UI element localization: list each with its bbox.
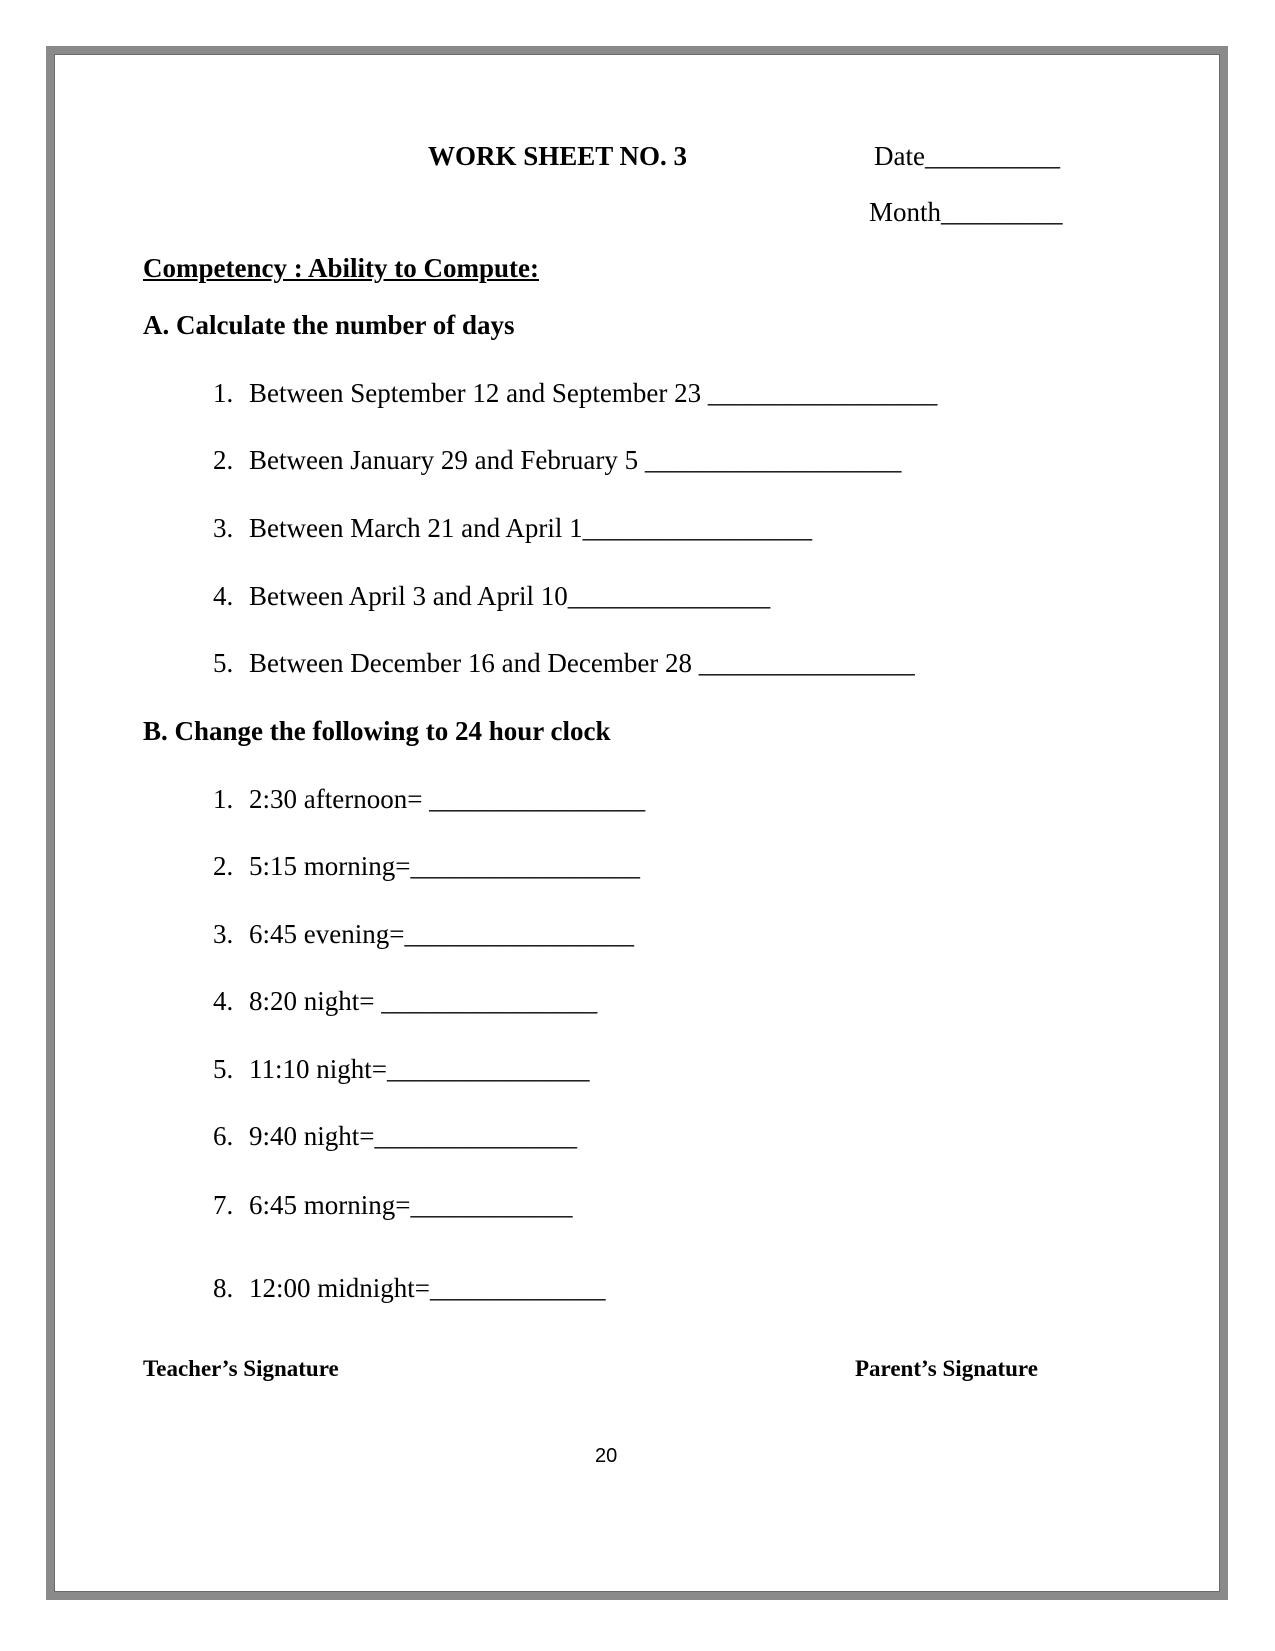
item-number: 3. [213, 513, 234, 543]
section-a-item[interactable] [213, 648, 915, 679]
item-text: Between March 21 and April 1_________________ [249, 513, 813, 543]
item-text: Between September 12 and September 23 _________________ [249, 378, 938, 408]
section-b-item[interactable] [213, 1190, 572, 1221]
section-a-item[interactable] [213, 581, 770, 612]
section-b-item[interactable] [213, 1121, 577, 1152]
section-b-item[interactable] [213, 1273, 605, 1304]
section-a-item[interactable] [213, 513, 812, 544]
item-text: 8:20 night= ________________ [249, 986, 598, 1016]
section-b-item[interactable] [213, 986, 597, 1017]
section-b-item[interactable] [213, 784, 645, 815]
item-number: 4. [213, 581, 234, 611]
item-text: 6:45 morning=____________ [249, 1190, 573, 1220]
competency-heading: Competency : Ability to Compute: [143, 253, 539, 283]
item-text: Between January 29 and February 5 ___________________ [249, 445, 902, 475]
item-text: 2:30 afternoon= ________________ [249, 784, 646, 814]
section-a-item[interactable] [213, 445, 901, 476]
item-text: 6:45 evening=_________________ [249, 919, 634, 949]
item-number: 2. [213, 445, 234, 475]
item-number: 2. [213, 851, 234, 881]
worksheet-title: WORK SHEET NO. 3 [428, 141, 688, 171]
section-b-item[interactable] [213, 919, 634, 950]
section-b-item[interactable] [213, 851, 640, 882]
item-number: 3. [213, 919, 234, 949]
item-text: 12:00 midnight=_____________ [249, 1273, 606, 1303]
parent-signature-label: Parent’s Signature [855, 1356, 1038, 1381]
item-number: 7. [213, 1190, 234, 1220]
item-number: 8. [213, 1273, 234, 1303]
item-text: Between April 3 and April 10_______________ [249, 581, 771, 611]
item-text: 9:40 night=_______________ [249, 1121, 577, 1151]
date-field[interactable]: Date__________ [874, 141, 1060, 171]
item-text: 11:10 night=_______________ [249, 1054, 590, 1084]
page-number: 20 [595, 1445, 618, 1467]
item-text: 5:15 morning=_________________ [249, 851, 640, 881]
teacher-signature-label: Teacher’s Signature [143, 1356, 339, 1381]
section-b-item[interactable] [213, 1054, 589, 1085]
item-number: 5. [213, 648, 234, 678]
item-number: 1. [213, 784, 234, 814]
item-number: 5. [213, 1054, 234, 1084]
item-number: 1. [213, 378, 234, 408]
section-a-heading: A. Calculate the number of days [143, 310, 515, 340]
item-text: Between December 16 and December 28 ________________ [249, 648, 915, 678]
item-number: 4. [213, 986, 234, 1016]
month-field[interactable]: Month_________ [869, 197, 1063, 227]
section-a-item[interactable] [213, 378, 937, 409]
item-number: 6. [213, 1121, 234, 1151]
section-b-heading: B. Change the following to 24 hour clock [143, 716, 611, 746]
